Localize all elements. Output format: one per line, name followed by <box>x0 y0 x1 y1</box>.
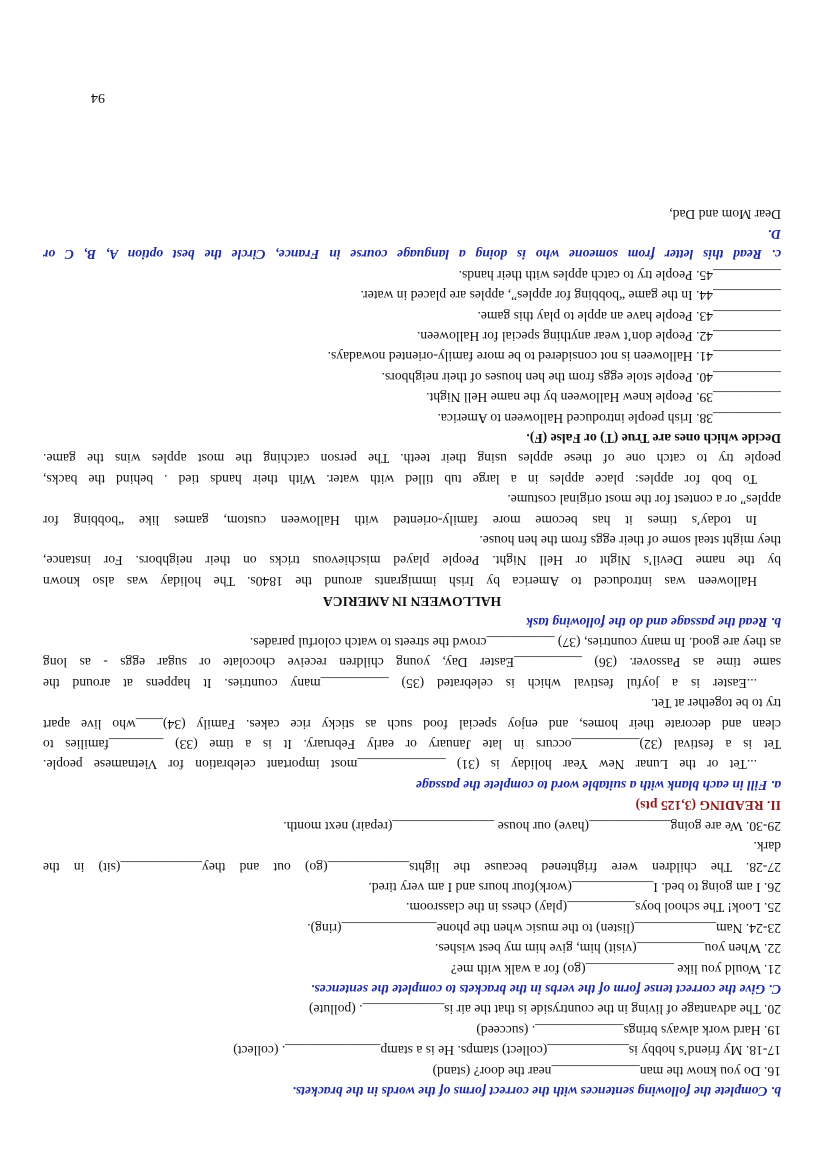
passage-line: they might steal some of their eggs from the hen house. <box>479 533 781 549</box>
question-21: 21. Would you like _____________(go) for a walk with me? <box>450 961 781 977</box>
reading-part-b-instruction: b. Read the passage and do the following task <box>526 614 781 630</box>
cloze-line: Tet is a festival (32)__________occurs in late January or early February. It is a time (33) ________families to <box>43 737 781 753</box>
question-44: __________44. In the game “bobbing for apples”, apples are placed in water. <box>360 288 781 304</box>
passage-line: Halloween was introduced to America by Irish immigrants around the 1840s. The holiday was also known <box>43 573 757 589</box>
passage-title: HALLOWEEN IN AMERICA <box>322 594 502 610</box>
cloze-line: ...Easter is a joyful festival which is celebrated (35) __________many countries. It happens at around the <box>43 675 757 691</box>
question-27-28-continued: dark. <box>753 839 781 855</box>
passage-line: To bob for apples: place apples in a large tub tilled with water. With their hands tied . behind the backs, <box>43 471 757 487</box>
question-19: 19. Hard work always brings_____________. (succeed) <box>476 1022 781 1038</box>
document-content <box>43 203 781 1101</box>
question-45: __________45. People try to catch apples with their hands. <box>458 267 781 283</box>
question-40: __________40. People stole eggs from the hen houses of their neighbors. <box>381 369 781 385</box>
question-39: __________39. People knew Halloween by the name Hell Night. <box>426 390 781 406</box>
reading-part-c-instruction: c. Read this letter from someone who is doing a language course in France, Circle the best option A, B, C or <box>43 247 781 263</box>
question-41: __________41. Halloween is not considered to be more family-oriented nowadays. <box>327 349 781 365</box>
cloze-line: ...Tet or the Lunar New Year holiday is (31) _____________most important celebration for Vietnamese people. <box>43 757 757 773</box>
cloze-line: as they are good. In many countries, (37) __________crowd the streets to watch colorful parades. <box>249 635 781 651</box>
question-43: __________43. People have an apple to play this game. <box>477 308 781 324</box>
section-b-instruction: b. Complete the following sentences with the correct forms of the words in the brackets. <box>292 1084 781 1099</box>
passage-line: In today’s times it has become more family-oriented with Halloween custom, games like “bobbing for <box>43 512 757 528</box>
reading-heading: II. READING (3,125 pts) <box>635 798 781 814</box>
question-22: 22. When you__________(visit) him, give him my best wishes. <box>435 941 781 957</box>
cloze-line: same time as Passover. (36) __________Easter Day, young children receive chocolate or sugar eggs - as long <box>43 655 781 671</box>
letter-greeting: Dear Mom and Dad, <box>669 206 781 222</box>
reading-part-a-instruction: a. Fill in each blank with a suitable word to complete the passage <box>415 777 781 793</box>
passage-line: people try to catch one of these apples using their teeth. The person catching the most apples wins the game. <box>43 451 781 467</box>
cloze-line: try to be together at Tet. <box>650 696 781 712</box>
question-29-30: 29-30. We are going____________(have) our house _______________(repair) next month. <box>283 818 781 834</box>
question-20: 20. The advantage of living in the countryside is that the air is____________. (pollute) <box>308 1002 781 1018</box>
question-38: __________38. Irish people introduced Halloween to America. <box>437 410 781 426</box>
reading-part-c-instruction-continued: D. <box>767 226 781 242</box>
cloze-line: clean and decorate their homes, and enjoy special food such as sticky rice cakes. Family (34)____who live apart <box>43 716 781 732</box>
section-c-instruction: C. Give the correct tense form of the verbs in the brackets to complete the sentences. <box>310 981 781 997</box>
true-false-instruction: Decide which ones are True (T) or False (F). <box>526 431 781 446</box>
question-26: 26. I am going to bed. I____________(work)four hours and I am very tired. <box>368 879 781 895</box>
question-16: 16. Do you know the man_____________near the door? (stand) <box>432 1063 781 1079</box>
question-42: __________42. People don’t wear anything special for Halloween. <box>416 328 781 344</box>
question-27-28: 27-28. The children were frightened because the lights____________(go) out and they____________(sit) in the <box>43 859 781 875</box>
passage-line: by the name Devil’s Night or Hell Night. People played mischievous tricks on their neighbors. For instance, <box>43 553 781 569</box>
page-number: 94 <box>91 90 105 105</box>
question-23-24: 23-24. Nam____________(listen) to the music when the phone______________(ring). <box>307 920 781 936</box>
question-25: 25. Look! The school boys__________(play) chess in the classroom. <box>405 900 781 916</box>
passage-line: apples” or a contest for the most original costume. <box>507 492 781 508</box>
question-17-18: 17-18. My friend’s hobby is____________(collect) stamps. He is a stamp______________. (collect) <box>233 1043 781 1059</box>
